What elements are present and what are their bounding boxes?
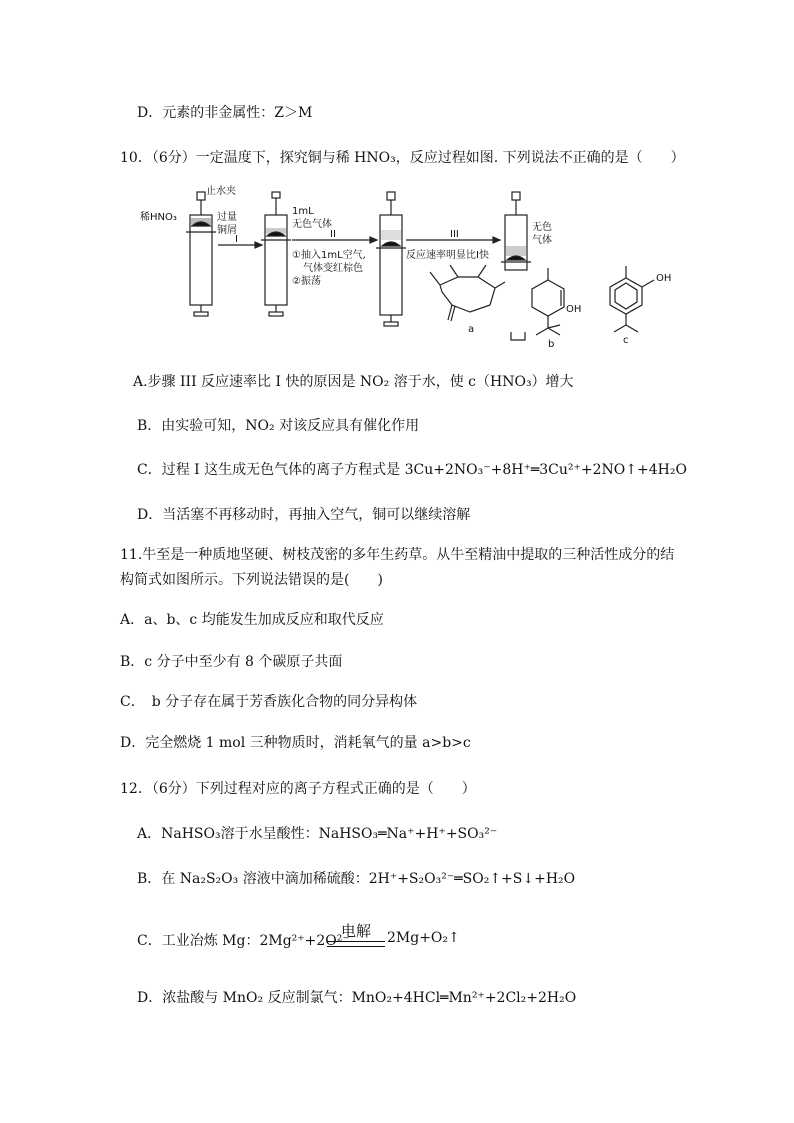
syringe-3 [376,192,406,326]
label-gas2b: 气体 [532,235,552,246]
q12-option-b: B．在 Na₂S₂O₃ 溶液中滴加稀硫酸：2H⁺+S₂O₃²⁻═SO₂↑+S↓+H₂O [137,871,576,887]
label-b: b [548,339,555,350]
label-oh-b: OH [566,304,582,315]
q12-option-c-right: 2Mg+O₂↑ [387,930,460,946]
q11-stem-line1: 11.牛至是一种质地坚硬、树枝茂密的多年生药草。从牛至精油中提取的三种活性成分的结 [120,547,675,563]
q10-option-c: C．过程 I 这生成无色气体的离子方程式是 3Cu+2NO₃⁻+8H⁺═3Cu²⁺+2NO↑+4H₂O [137,462,687,478]
q12-stem: 12．（6分）下列过程对应的离子方程式正确的是（ ） [120,781,476,797]
q10-option-a: A.步骤 III 反应速率比 I 快的原因是 NO₂ 溶于水，使 c（HNO₃）增大 [133,374,574,390]
label-note1: ①抽入1mL空气, [292,250,366,261]
label-step2: II [330,229,336,240]
q11-option-d: D．完全燃烧 1 mol 三种物质时，消耗氧气的量 a>b>c [120,735,471,751]
q12-option-d: D．浓盐酸与 MnO₂ 反应制氯气：MnO₂+4HCl═Mn²⁺+2Cl₂+2H₂O [137,990,577,1006]
label-c: c [623,335,629,346]
label-clamp: 止水夹 [206,186,236,197]
label-excess: 过量 [217,212,237,223]
label-gas1: 无色气体 [292,219,332,230]
label-step1: I [235,234,238,245]
q11-stem-line2: 构简式如图所示。下列说法错误的是( ) [120,572,383,588]
syringe-4 [501,192,531,340]
label-ml: 1mL [292,206,314,217]
label-note4: 反应速率明显比I快 [406,250,489,261]
q12-option-c-left: C．工业冶炼 Mg：2Mg²⁺+2O²⁻ [137,933,350,949]
q10-stem: 10．（6分）一定温度下，探究铜与稀 HNO₃，反应过程如图. 下列说法不正确的是（ ） [120,150,685,166]
label-copper: 铜屑 [217,225,237,236]
syringe-1 [186,192,216,316]
q11-option-b: B．c 分子中至少有 8 个碳原子共面 [120,654,343,670]
q12-equal-sign [327,941,385,947]
syringe-2 [261,192,291,316]
q9-option-d: D．元素的非金属性：Z＞M [137,105,313,121]
label-hno3: 稀HNO₃ [140,212,177,223]
label-step3: III [450,229,459,240]
label-note2: 气体变红棕色 [303,263,363,274]
label-gas2a: 无色 [532,222,552,233]
q10-figure [0,180,794,360]
q11-option-a: A．a、b、c 均能发生加成反应和取代反应 [120,612,384,628]
label-oh-c: OH [656,273,672,284]
q10-option-d: D．当活塞不再移动时，再抽入空气，铜可以继续溶解 [137,507,471,523]
q11-option-c: C． b 分子存在属于芳香族化合物的同分异构体 [120,694,418,710]
q12-electrolysis-label: 电解 [340,922,371,940]
molecule-a [430,265,505,321]
molecule-b [532,268,564,335]
q10-option-b: B．由实验可知，NO₂ 对该反应具有催化作用 [137,418,420,434]
label-a: a [468,324,475,335]
label-note3: ②振荡 [292,276,321,287]
q12-option-c-arrow [327,920,385,947]
molecule-c [610,266,654,332]
q12-option-a: A．NaHSO₃溶于水呈酸性：NaHSO₃═Na⁺+H⁺+SO₃²⁻ [137,826,498,842]
